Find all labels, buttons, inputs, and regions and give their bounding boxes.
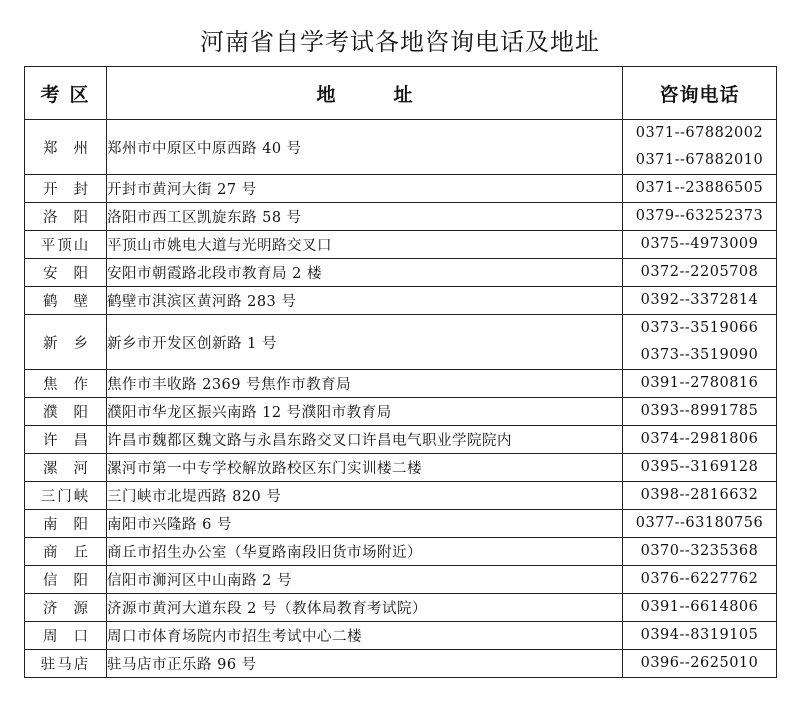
address-cell: 驻马店市正乐路 96 号 [107, 650, 623, 678]
column-header-address: 地址 [107, 67, 623, 120]
column-header-area: 考区 [25, 67, 107, 120]
phone-cell [623, 259, 777, 287]
phone-cell [623, 622, 777, 650]
table-row [25, 426, 777, 454]
address-cell: 信阳市浉河区中山南路 2 号 [107, 566, 623, 594]
area-cell: 许昌 [25, 426, 107, 454]
area-cell: 周口 [25, 622, 107, 650]
address-cell: 济源市黄河大道东段 2 号（教体局教育考试院） [107, 594, 623, 622]
area-cell: 驻马店 [25, 650, 107, 678]
phone-number: 0372--2205708 [640, 264, 759, 280]
area-cell: 三门峡 [25, 482, 107, 510]
phone-cell [623, 203, 777, 231]
address-cell: 濮阳市华龙区振兴南路 12 号濮阳市教育局 [107, 398, 623, 426]
page-title: 河南省自学考试各地咨询电话及地址 [200, 28, 600, 56]
table-header-row [25, 67, 777, 120]
area-cell: 濮阳 [25, 398, 107, 426]
table-row [25, 120, 777, 175]
phone-cell [623, 315, 777, 370]
table-row [25, 482, 777, 510]
phone-number: 0396--2625010 [640, 655, 759, 671]
phone-cell [623, 538, 777, 566]
phone-number: 0373--3519090 [640, 347, 759, 363]
phone-number: 0373--3519066 [640, 320, 759, 336]
table-row [25, 259, 777, 287]
table-row [25, 622, 777, 650]
area-cell: 济源 [25, 594, 107, 622]
phone-cell [623, 594, 777, 622]
phone-cell [623, 426, 777, 454]
table-row [25, 231, 777, 259]
table-row [25, 398, 777, 426]
address-cell: 三门峡市北堤西路 820 号 [107, 482, 623, 510]
table-row [25, 175, 777, 203]
table-row [25, 203, 777, 231]
column-header-phone: 咨询电话 [623, 67, 777, 120]
phone-cell [623, 120, 777, 175]
phone-number: 0398--2816632 [640, 487, 759, 503]
phone-number: 0394--8319105 [640, 627, 759, 643]
phone-number: 0391--6614806 [640, 599, 759, 615]
phone-number: 0370--3235368 [640, 543, 759, 559]
phone-number: 0391--2780816 [640, 375, 759, 391]
area-cell: 南阳 [25, 510, 107, 538]
address-cell: 焦作市丰收路 2369 号焦作市教育局 [107, 370, 623, 398]
phone-number: 0395--3169128 [640, 459, 759, 475]
phone-number: 0392--3372814 [640, 292, 759, 308]
area-cell: 开封 [25, 175, 107, 203]
address-cell: 鹤壁市淇滨区黄河路 283 号 [107, 287, 623, 315]
address-cell: 周口市体育场院内市招生考试中心二楼 [107, 622, 623, 650]
phone-cell [623, 398, 777, 426]
area-cell: 漯河 [25, 454, 107, 482]
table-row [25, 370, 777, 398]
table-body [25, 120, 777, 678]
table-row [25, 315, 777, 370]
table-row [25, 594, 777, 622]
address-cell: 商丘市招生办公室（华夏路南段旧货市场附近） [107, 538, 623, 566]
address-cell: 平顶山市姚电大道与光明路交叉口 [107, 231, 623, 259]
area-cell: 洛阳 [25, 203, 107, 231]
phone-cell [623, 287, 777, 315]
table-row [25, 287, 777, 315]
table-row [25, 566, 777, 594]
phone-number: 0371--67882002 [635, 125, 764, 141]
address-cell: 郑州市中原区中原西路 40 号 [107, 120, 623, 175]
area-cell: 鹤壁 [25, 287, 107, 315]
phone-cell [623, 482, 777, 510]
phone-cell [623, 175, 777, 203]
address-cell: 开封市黄河大街 27 号 [107, 175, 623, 203]
phone-number: 0375--4973009 [640, 236, 759, 252]
phone-cell [623, 510, 777, 538]
area-cell: 郑州 [25, 120, 107, 175]
address-cell: 新乡市开发区创新路 1 号 [107, 315, 623, 370]
phone-number: 0379--63252373 [635, 208, 764, 224]
table-row [25, 650, 777, 678]
phone-number: 0374--2981806 [640, 431, 759, 447]
table-row [25, 538, 777, 566]
phone-number: 0371--23886505 [635, 180, 764, 196]
phone-cell [623, 231, 777, 259]
area-cell: 新乡 [25, 315, 107, 370]
table-row [25, 510, 777, 538]
area-cell: 商丘 [25, 538, 107, 566]
address-cell: 许昌市魏都区魏文路与永昌东路交叉口许昌电气职业学院院内 [107, 426, 623, 454]
table-row [25, 454, 777, 482]
phone-number: 0393--8991785 [640, 403, 759, 419]
phone-cell [623, 454, 777, 482]
address-cell: 安阳市朝霞路北段市教育局 2 楼 [107, 259, 623, 287]
contact-table [24, 66, 777, 678]
phone-cell [623, 370, 777, 398]
area-cell: 安阳 [25, 259, 107, 287]
address-cell: 漯河市第一中专学校解放路校区东门实训楼二楼 [107, 454, 623, 482]
phone-number: 0377--63180756 [635, 515, 764, 531]
address-cell: 洛阳市西工区凯旋东路 58 号 [107, 203, 623, 231]
phone-number: 0376--6227762 [640, 571, 759, 587]
phone-cell [623, 566, 777, 594]
area-cell: 信阳 [25, 566, 107, 594]
phone-number: 0371--67882010 [635, 152, 764, 168]
phone-cell [623, 650, 777, 678]
address-cell: 南阳市兴隆路 6 号 [107, 510, 623, 538]
area-cell: 焦作 [25, 370, 107, 398]
area-cell: 平顶山 [25, 231, 107, 259]
